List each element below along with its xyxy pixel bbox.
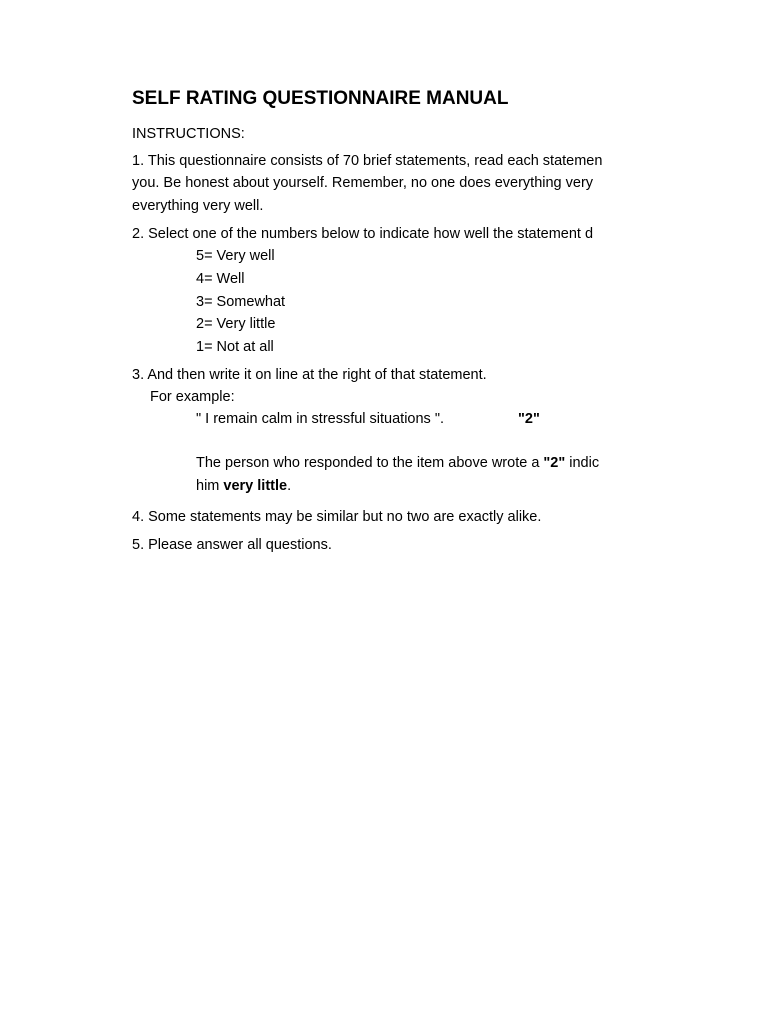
- item-1-line-2: you. Be honest about yourself. Remember, no one does everything very: [132, 175, 594, 191]
- explanation-line2-prefix: him: [196, 478, 224, 494]
- example-explanation-line-2: [196, 478, 291, 494]
- item-4-text: 4. Some statements may be similar but no two are exactly alike.: [132, 509, 542, 525]
- scale-option-5: 5= Very well: [196, 248, 275, 264]
- item-1-line-1: 1. This questionnaire consists of 70 brief statements, read each statemen: [132, 153, 603, 169]
- instructions-heading: INSTRUCTIONS:: [132, 126, 245, 142]
- document-title: SELF RATING QUESTIONNAIRE MANUAL: [132, 88, 509, 109]
- example-label: For example:: [150, 389, 235, 405]
- example-answer: "2": [518, 411, 540, 427]
- item-5-text: 5. Please answer all questions.: [132, 537, 332, 553]
- document-page: [132, 0, 648, 1024]
- example-explanation-line-1: [196, 455, 599, 471]
- item-3-text: 3. And then write it on line at the right of that statement.: [132, 367, 487, 383]
- item-2-text: 2. Select one of the numbers below to indicate how well the statement d: [132, 226, 594, 242]
- explanation-line2-suffix: .: [287, 478, 292, 494]
- scale-option-1: 1= Not at all: [196, 339, 274, 355]
- item-1-line-3: everything very well.: [132, 198, 264, 214]
- explanation-line2-bold: very little: [223, 478, 288, 494]
- explanation-answer: "2": [543, 455, 566, 471]
- explanation-suffix: indic: [565, 455, 600, 471]
- explanation-prefix: The person who responded to the item above wrote a: [196, 455, 544, 471]
- example-statement: " I remain calm in stressful situations ".: [196, 411, 445, 427]
- scale-option-4: 4= Well: [196, 271, 245, 287]
- scale-option-3: 3= Somewhat: [196, 294, 286, 310]
- scale-option-2: 2= Very little: [196, 316, 276, 332]
